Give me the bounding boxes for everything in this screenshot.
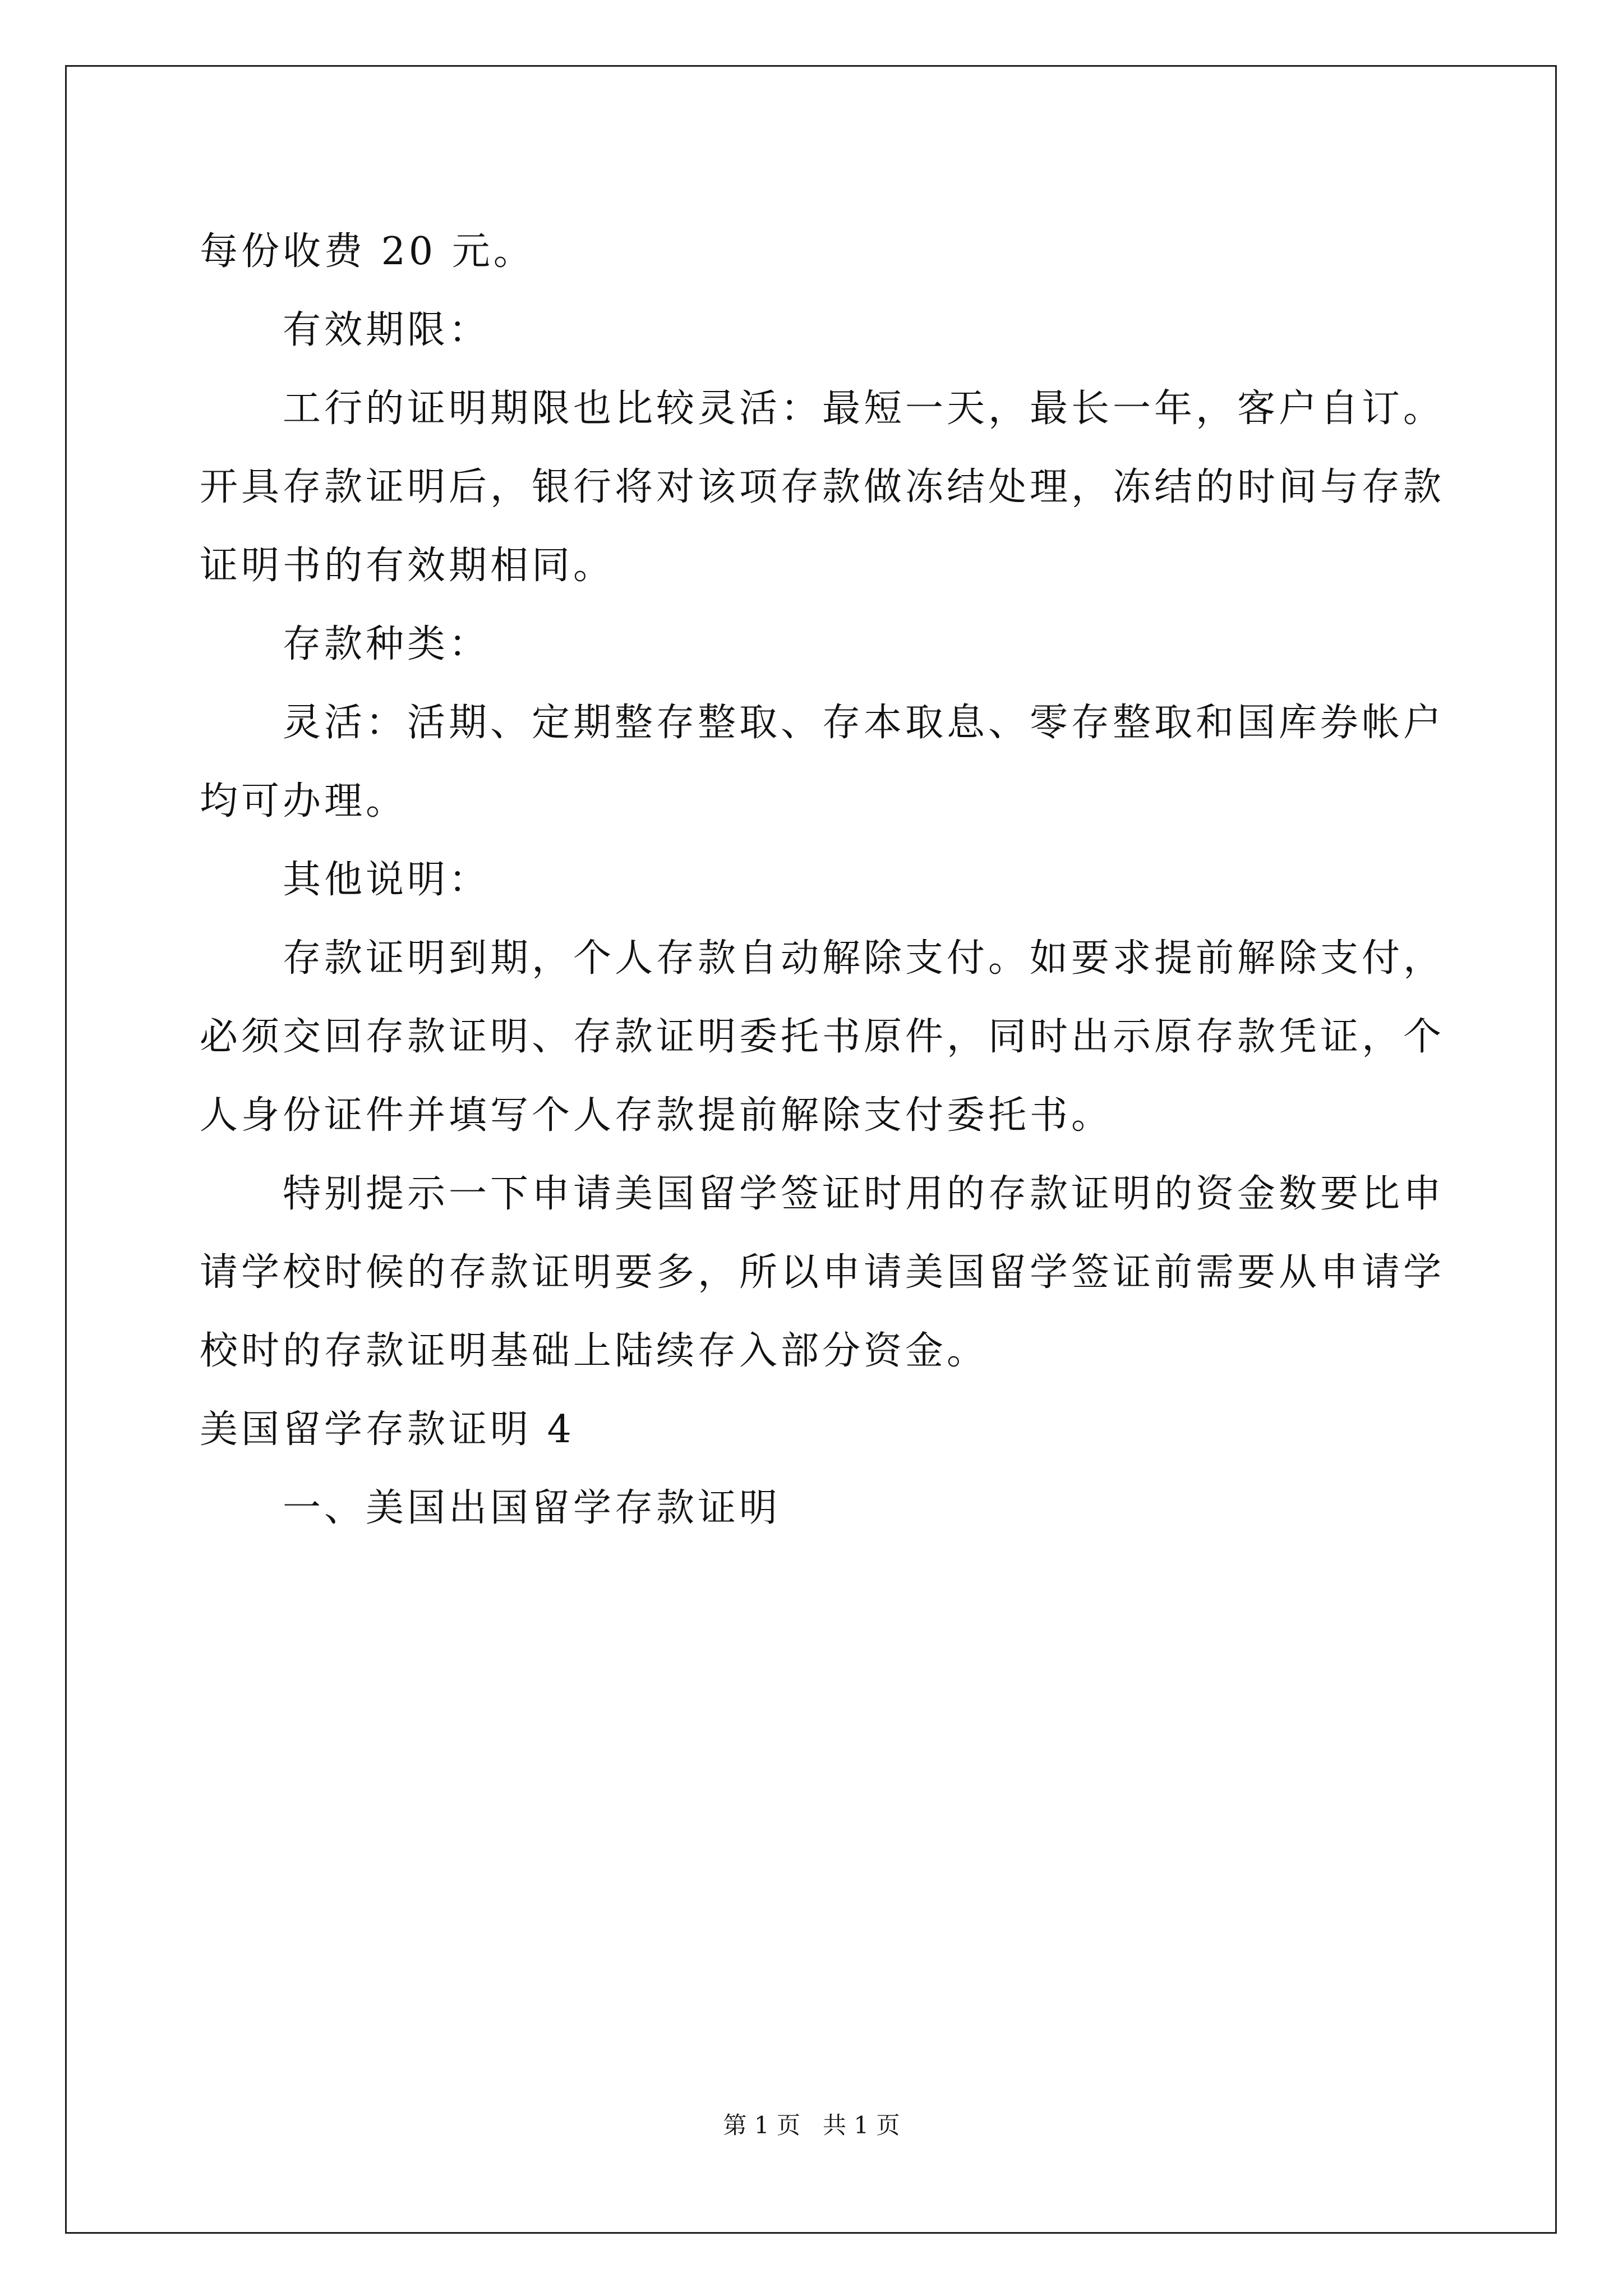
text-line: 特别提示一下申请美国留学签证时用的存款证明的资金数要比申 [283,1172,1445,1216]
text-line: 均可办理。 [200,779,408,823]
text-line: 证明书的有效期相同。 [200,544,615,588]
text-line: 人身份证件并填写个人存款提前解除支付委托书。 [200,1093,1113,1138]
section-heading: 存款种类： [283,622,491,666]
text-line: 灵活：活期、定期整存整取、存本取息、零存整取和国库券帐户 [283,701,1445,745]
text-line: 存款证明到期，个人存款自动解除支付。如要求提前解除支付， [283,936,1445,981]
page-footer: 第 1 页 共 1 页 [723,2111,900,2139]
section-heading: 有效期限： [283,308,491,352]
article-title: 美国留学存款证明 4 [200,1407,575,1452]
text-line: 每份收费 20 元。 [200,229,535,274]
text-line: 开具存款证明后，银行将对该项存款做冻结处理，冻结的时间与存款 [200,465,1445,509]
section-heading: 其他说明： [283,858,491,902]
text-line: 校时的存款证明基础上陆续存入部分资金。 [200,1329,989,1373]
text-line: 请学校时候的存款证明要多，所以申请美国留学签证前需要从申请学 [200,1250,1445,1295]
text-line: 工行的证明期限也比较灵活：最短一天，最长一年，客户自订。 [283,386,1445,431]
text-line: 必须交回存款证明、存款证明委托书原件，同时出示原存款凭证，个 [200,1015,1445,1059]
section-heading: 一、美国出国留学存款证明 [283,1486,781,1530]
